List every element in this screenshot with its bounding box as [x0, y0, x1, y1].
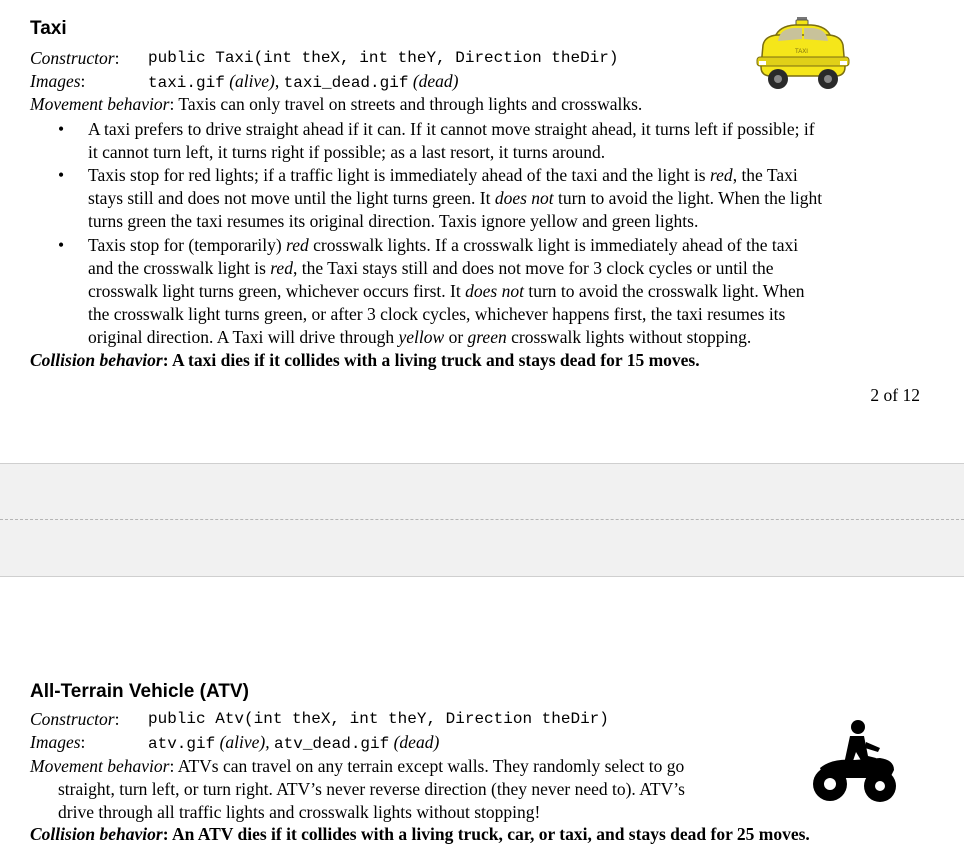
bullet-3-line-3: crosswalk light turns green, whichever occurs first. It does not turn to avoid the crosswalk light. When	[88, 281, 805, 301]
collision-label: Collision behavior	[30, 824, 163, 844]
taxi-heading: Taxi	[30, 18, 67, 39]
atv-collision-text: An ATV dies if it collides with a living truck, car, or taxi, and stays dead for 25 moves.	[171, 824, 810, 844]
atv-image	[810, 718, 900, 806]
atv-heading: All-Terrain Vehicle (ATV)	[30, 681, 249, 702]
bullet-marker: •	[58, 165, 65, 185]
bullet-3-line-1: Taxis stop for (temporarily) red crosswalk lights. If a crosswalk light is immediately ahead of the taxi	[88, 235, 799, 255]
page-number: 2 of 12	[870, 385, 920, 405]
taxi-collision-line: Collision behavior: A taxi dies if it collides with a living truck and stays dead for 15 moves.	[30, 350, 700, 370]
bullet-2-line-3: turns green the taxi resumes its original direction. Taxis ignore yellow and green lights.	[88, 211, 699, 231]
taxi-sign-text: TAXI	[795, 49, 808, 55]
taxi-dead-file: taxi_dead.gif	[283, 74, 409, 92]
taxi-icon	[755, 15, 851, 99]
atv-rider-icon	[810, 718, 900, 806]
atv-collision-line: Collision behavior: An ATV dies if it collides with a living truck, car, or taxi, and stays dead for 25 moves.	[30, 824, 810, 844]
images-label: Images	[30, 71, 81, 91]
taxi-collision-text: A taxi dies if it collides with a living truck and stays dead for 15 moves.	[171, 350, 700, 370]
movement-label: Movement behavior	[30, 94, 170, 114]
atv-dead-file: atv_dead.gif	[274, 735, 390, 753]
atv-images-line: Images: atv.gif (alive), atv_dead.gif (dead)	[30, 731, 85, 754]
atv-constructor-line: Constructor: public Atv(int theX, int theY, Direction theDir)	[30, 709, 609, 729]
bullet-2-line-1: Taxis stop for red lights; if a traffic light is immediately ahead of the taxi and the light is red, the Taxi	[88, 165, 798, 185]
bullet-2-line-2: stays still and does not move until the light turns green. It does not turn to avoid the light. When the light	[88, 188, 823, 208]
bullet-3-line-2: and the crosswalk light is red, the Taxi stays still and does not move for 3 clock cycles or until the	[88, 258, 774, 278]
taxi-image-files: taxi.gif (alive), taxi_dead.gif (dead)	[148, 71, 459, 92]
bullet-marker: •	[58, 119, 65, 139]
collision-label: Collision behavior	[30, 350, 163, 370]
taxi-constructor-signature: public Taxi(int theX, int theY, Direction theDir)	[148, 49, 619, 67]
taxi-image	[755, 15, 851, 99]
bullet-3-line-4: the crosswalk light turns green, or after 3 clock cycles, whichever happens first, the taxi resumes its	[88, 304, 786, 324]
bullet-3-line-5: original direction. A Taxi will drive through yellow or green crosswalk lights without stopping.	[88, 327, 752, 347]
atv-movement-line-3: drive through all traffic lights and crosswalk lights without stopping!	[58, 802, 541, 822]
atv-alive-file: atv.gif	[148, 735, 216, 753]
atv-constructor-signature: public Atv(int theX, int theY, Direction theDir)	[148, 710, 609, 728]
taxi-movement-line: Movement behavior: Taxis can only travel on streets and through lights and crosswalks.	[30, 94, 643, 114]
taxi-alive-file: taxi.gif	[148, 74, 225, 92]
bullet-marker: •	[58, 235, 65, 255]
constructor-label: Constructor	[30, 48, 115, 68]
taxi-alive-tag: (alive)	[229, 71, 275, 91]
atv-movement-line-2: straight, turn left, or turn right. ATV’s never reverse direction (they never need to). ATV’s	[58, 779, 685, 799]
page-break-dashed-divider	[0, 519, 964, 520]
bullet-1-line-2: it cannot turn left, it turns right if possible; as a last resort, it turns around.	[88, 142, 606, 162]
taxi-constructor-line: Constructor: public Taxi(int theX, int theY, Direction theDir)	[30, 48, 619, 68]
taxi-movement-text: Taxis can only travel on streets and through lights and crosswalks.	[178, 94, 643, 114]
atv-movement-line-1: Movement behavior: ATVs can travel on any terrain except walls. They randomly select to go	[30, 756, 685, 776]
movement-label: Movement behavior	[30, 756, 170, 776]
constructor-label: Constructor	[30, 709, 115, 729]
bullet-1-line-1: A taxi prefers to drive straight ahead if it can. If it cannot move straight ahead, it turns left if possible; if	[88, 119, 815, 139]
atv-alive-tag: (alive),	[219, 732, 270, 752]
taxi-images-line: Images: taxi.gif (alive), taxi_dead.gif (dead)	[30, 70, 85, 93]
atv-image-files	[148, 731, 439, 756]
images-label: Images	[30, 732, 81, 752]
page-break-gap	[0, 463, 964, 577]
atv-dead-tag: (dead)	[393, 732, 440, 752]
taxi-dead-tag: (dead)	[412, 71, 459, 91]
